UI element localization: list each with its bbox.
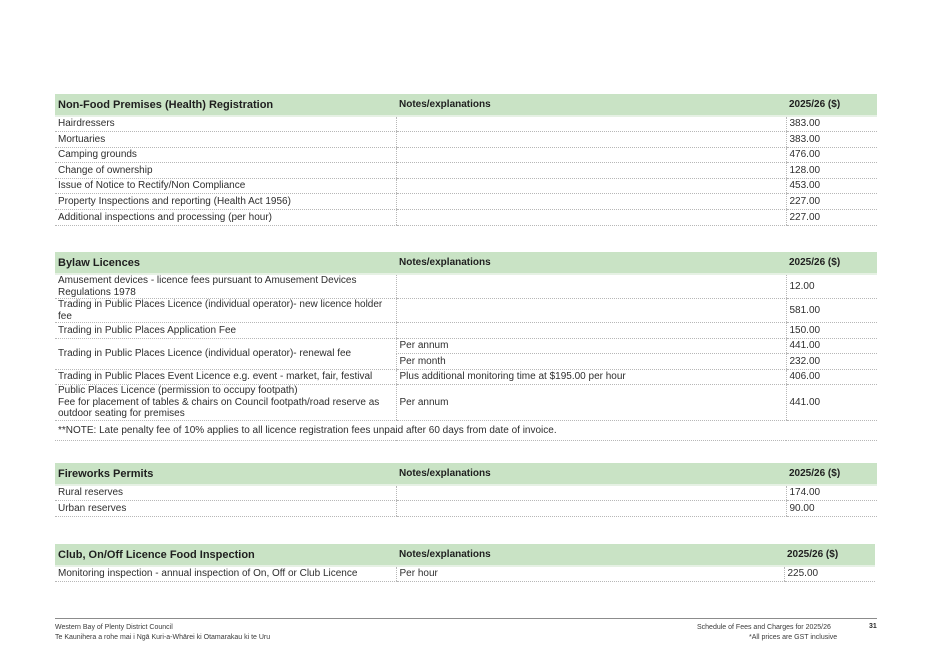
table-header-row (55, 94, 877, 116)
notes-cell (396, 163, 786, 179)
notes-cell (396, 323, 786, 339)
item-cell: Camping grounds (55, 147, 396, 163)
fee-cell: 383.00 (786, 132, 877, 148)
table-row (55, 299, 877, 323)
table-row (55, 132, 877, 148)
table-title: Bylaw Licences (55, 252, 396, 274)
fee-cell: 453.00 (786, 178, 877, 194)
fee-cell: 441.00 (786, 385, 877, 421)
fee-cell: 232.00 (786, 354, 877, 370)
footer-document-info (697, 623, 837, 642)
table-row (55, 194, 877, 210)
table-row (55, 338, 877, 354)
fee-column-header: 2025/26 ($) (786, 94, 877, 116)
notes-cell (396, 299, 786, 323)
fee-cell: 581.00 (786, 299, 877, 323)
notes-cell (396, 501, 786, 517)
fee-cell: 383.00 (786, 116, 877, 132)
table-row (55, 369, 877, 385)
notes-cell (396, 194, 786, 210)
table-row (55, 385, 877, 421)
notes-cell: Per month (396, 354, 786, 370)
notes-cell (396, 116, 786, 132)
table-bylaw-licences (55, 252, 877, 441)
notes-column-header: Notes/explanations (396, 94, 786, 116)
table-row (55, 163, 877, 179)
item-cell: Mortuaries (55, 132, 396, 148)
item-cell: Urban reserves (55, 501, 396, 517)
fee-cell: 227.00 (786, 194, 877, 210)
fee-cell: 90.00 (786, 501, 877, 517)
item-title: Public Places Licence (permission to occupy footpath) (58, 385, 298, 397)
fee-column-header: 2025/26 ($) (786, 463, 877, 485)
notes-column-header: Notes/explanations (396, 463, 786, 485)
table-row (55, 501, 877, 517)
item-cell: Trading in Public Places Licence (individual operator)- new licence holder fee (55, 299, 396, 323)
notes-cell: Per annum (396, 338, 786, 354)
table-title: Club, On/Off Licence Food Inspection (55, 544, 396, 566)
fee-column-header: 2025/26 ($) (784, 544, 875, 566)
table-title: Non-Food Premises (Health) Registration (55, 94, 396, 116)
late-penalty-note: **NOTE: Late penalty fee of 10% applies to all licence registration fees unpaid after 60 days from date of invoice. (55, 420, 877, 440)
footer-org-maori-name: Te Kaunihera a rohe mai i Ngā Kuri-a-Whārei ki Otamarakau ki te Uru (55, 633, 271, 641)
footer-org-name: Western Bay of Plenty District Council (55, 624, 173, 631)
item-cell: Property Inspections and reporting (Health Act 1956) (55, 194, 396, 210)
fee-cell: 406.00 (786, 369, 877, 385)
item-cell: Monitoring inspection - annual inspection of On, Off or Club Licence (55, 566, 396, 582)
notes-cell: Plus additional monitoring time at $195.00 per hour (396, 369, 786, 385)
item-cell: Rural reserves (55, 485, 396, 501)
table-header-row (55, 463, 877, 485)
footer-doc-title: Schedule of Fees and Charges for 2025/26 (697, 624, 831, 631)
item-cell: Issue of Notice to Rectify/Non Compliance (55, 178, 396, 194)
table-row (55, 210, 877, 226)
notes-cell: Per annum (396, 385, 786, 421)
note-row (55, 420, 877, 440)
table-row (55, 566, 875, 582)
table-row (55, 178, 877, 194)
notes-cell (396, 132, 786, 148)
table-title: Fireworks Permits (55, 463, 396, 485)
fee-cell: 150.00 (786, 323, 877, 339)
notes-cell (396, 210, 786, 226)
table-row (55, 485, 877, 501)
notes-cell (396, 485, 786, 501)
fee-cell: 128.00 (786, 163, 877, 179)
table-header-row (55, 544, 875, 566)
table-header-row (55, 252, 877, 274)
footer-organisation (55, 623, 270, 642)
table-row (55, 147, 877, 163)
table-row (55, 323, 877, 339)
item-cell: Additional inspections and processing (per hour) (55, 210, 396, 226)
footer-gst-note: *All prices are GST inclusive (749, 633, 838, 641)
notes-cell (396, 178, 786, 194)
item-cell: Trading in Public Places Application Fee (55, 323, 396, 339)
item-cell: Change of ownership (55, 163, 396, 179)
item-cell: Trading in Public Places Event Licence e.g. event - market, fair, festival (55, 369, 396, 385)
fee-column-header: 2025/26 ($) (786, 252, 877, 274)
page-number: 31 (869, 623, 877, 630)
fee-cell: 476.00 (786, 147, 877, 163)
fee-cell: 441.00 (786, 338, 877, 354)
footer-divider (55, 618, 877, 619)
table-row (55, 116, 877, 132)
notes-column-header: Notes/explanations (396, 252, 786, 274)
table-food-inspection (55, 544, 875, 582)
notes-cell (396, 274, 786, 299)
item-cell: Hairdressers (55, 116, 396, 132)
item-cell (55, 385, 396, 421)
table-fireworks-permits (55, 463, 877, 517)
fee-cell: 12.00 (786, 274, 877, 299)
fee-cell: 225.00 (784, 566, 875, 582)
item-cell: Trading in Public Places Licence (individual operator)- renewal fee (55, 338, 396, 369)
fee-cell: 227.00 (786, 210, 877, 226)
fee-cell: 174.00 (786, 485, 877, 501)
table-row (55, 274, 877, 299)
item-detail: Fee for placement of tables & chairs on Council footpath/road reserve as outdoor seating for premises (58, 396, 380, 420)
table-non-food-premises (55, 94, 877, 226)
notes-cell (396, 147, 786, 163)
notes-column-header: Notes/explanations (396, 544, 784, 566)
notes-cell: Per hour (396, 566, 784, 582)
item-cell: Amusement devices - licence fees pursuant to Amusement Devices Regulations 1978 (55, 274, 396, 299)
